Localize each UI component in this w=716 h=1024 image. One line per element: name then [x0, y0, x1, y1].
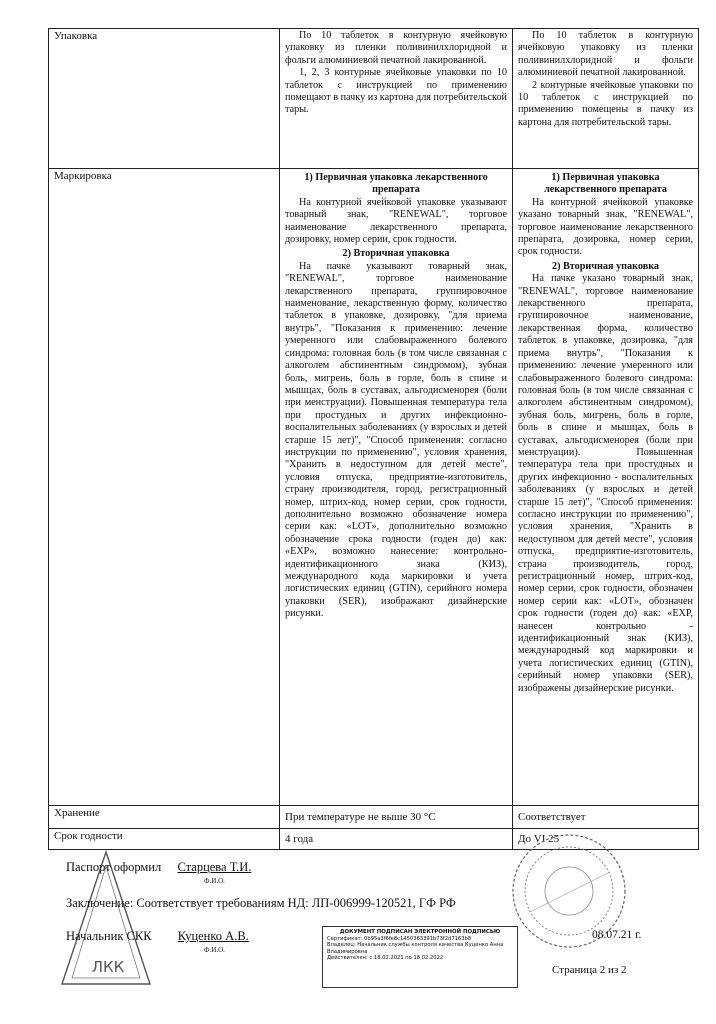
paragraph: По 10 таблеток в контурную ячейковую упаковку из пленки поливинилхлоридной и фольги алюминиевой печатной лакированной.: [518, 30, 693, 79]
row-label: Маркировка: [49, 169, 280, 806]
head-label: Начальник СКК: [66, 929, 152, 943]
esign-certificate: Сертификат: 0b95a3f6fe8c1450363391b73f2d7163b8: [327, 935, 472, 942]
section-heading: 2) Вторичная упаковка: [342, 248, 450, 260]
page-number: Страница 2 из 2: [552, 964, 627, 976]
required-cell: [280, 29, 513, 169]
head-name: Куценко А.В.: [177, 929, 249, 943]
table-row-storage: [49, 806, 699, 829]
table-row-marking: [49, 169, 699, 806]
head-line: [66, 929, 249, 944]
passport-name: Старцева Т.И.: [177, 860, 252, 874]
ldkk-text: ЛКК: [91, 958, 125, 976]
required-cell: [280, 169, 513, 806]
section-heading: 1) Первичная упаковка лекарственного препарата: [544, 172, 667, 196]
paragraph: 2 контурные ячейковые упаковки по 10 таблеток с инструкцией по применению помещены в пачку из картона для потребительской тары.: [518, 79, 693, 128]
required-cell: 4 года: [280, 829, 513, 850]
actual-cell: До VI 25: [513, 829, 699, 850]
paragraph: На контурной ячейковой упаковке указывают товарный знак, "RENEWAL", торговое наименование лекарственного препарата, дозировку, номер серии, срок годности.: [285, 196, 507, 246]
table-row-packaging: [49, 29, 699, 169]
passport-line: [66, 860, 251, 875]
paragraph: На контурной ячейковой упаковке указано товарный знак, "RENEWAL", торговое наименование лекарственного препарата, дозировка, номер серии, срок годности.: [518, 196, 693, 258]
fio-caption: Ф.И.О.: [204, 946, 225, 954]
row-label: Упаковка: [49, 29, 280, 169]
conclusion-line: Заключение: Соответствует требованиям НД: ЛП-006999-120521, ГФ РФ: [66, 896, 456, 910]
spec-table: [48, 28, 699, 850]
paragraph: На пачке указывают товарный знак, "RENEWAL", торговое наименование лекарственного препарата, группировочное наименование, лекарственную форму, количество таблеток в упаковке, дозировку, "для приема внутрь", "Показания к применению: лечение умеренного или слабовыраженного болевого синдрома: головная боль (в том числе связанная с алкоголем абстинентным синдромом), зубная боль, мигрень, боль в горле, боль в спине и мышцах, боль в суставах, альгодисменорея (боли при менструации). Повышенная температура тела при простудных и других инфекционно-воспалительных заболеваниях (у взрослых и детей старше 15 лет)", "Способ применения: согласно инструкции по применению", условия хранения, "Хранить в недоступном для детей месте", условия отпуска, предприятие-изготовитель, страну производителя, город, регистрационный номер, штрих-код, номер серии, срок годности, дополнительно возможно обозначение номера серии как: «LOT», дополнительно возможно обозначение срока годности (годен до) как: «EXP», возможно нанесение: контрольно-идентификационного знака (КИЗ), международного кода маркировки и учета логистических единиц (GTIN), серийного номера упаковки (SER), изображают дизайнерские рисунки.: [285, 260, 507, 620]
actual-cell: [513, 29, 699, 169]
paragraph: На пачке указано товарный знак, "RENEWAL", торговое наименование лекарственного препарата, группировочное наименование, лекарственная форма, количество таблеток в упаковке, дозировка, "для приема внутрь", "Показания к применению: лечение умеренного или слабовыраженного болевого синдрома: головная боль (в том числе связанная с алкоголем абстинентным синдромом), зубная боль, мигрень, боль в горле, боль в спине и мышцах, боль в суставах, альгодисменорея (боли при менструации). Повышенная температура тела при простудных и других инфекционно - воспалительных заболеваниях (у взрослых и детей старше 15 лет)", "Способ применения: согласно инструкции по применению", условия хранения, "Хранить в недоступном для детей месте", условия отпуска, предприятие-изготовитель, страна производитель, город, регистрационный номер, штрих-код, номер серии, срок годности, обозначен номер серии как: «LOT», обозначен срок годности (годен до) как: «EXP, нанесен контрольно - идентификационный знак (КИЗ), международный код маркировки и учета логистических единиц (GTIN), серийный номер упаковки (SER), изображены дизайнерские рисунки.: [518, 273, 693, 694]
esign-title: ДОКУМЕНТ ПОДПИСАН ЭЛЕКТРОННОЙ ПОДПИСЬЮ: [339, 929, 501, 935]
electronic-signature-box: [322, 926, 518, 988]
sign-date: 08.07.21 г.: [592, 929, 642, 941]
fio-caption: Ф.И.О.: [204, 877, 225, 885]
required-cell: При температуре не выше 30 °С: [280, 806, 513, 829]
paragraph: По 10 таблеток в контурную ячейковую упаковку из пленки поливинилхлоридной и фольги алюминиевой печатной лакированной.: [285, 30, 507, 66]
section-heading: 1) Первичная упаковка лекарственного препарата: [304, 172, 488, 196]
esign-owner: Владелец: Начальник службы контроля качества Куценко Анна Владимировна: [327, 942, 504, 955]
section-heading: 2) Вторичная упаковка: [551, 260, 660, 272]
passport-label: Паспорт оформил: [66, 860, 162, 874]
row-label: Хранение: [49, 806, 280, 829]
esign-valid: Действителен: с 18.02.2021 по 18.02.2022: [327, 955, 444, 962]
row-label: Срок годности: [49, 829, 280, 850]
actual-cell: Соответствует: [513, 806, 699, 829]
paragraph: 1, 2, 3 контурные ячейковые упаковки по 10 таблеток с инструкцией по применению помещают в пачку из картона для потребительской тары.: [285, 67, 507, 116]
actual-cell: [513, 169, 699, 806]
